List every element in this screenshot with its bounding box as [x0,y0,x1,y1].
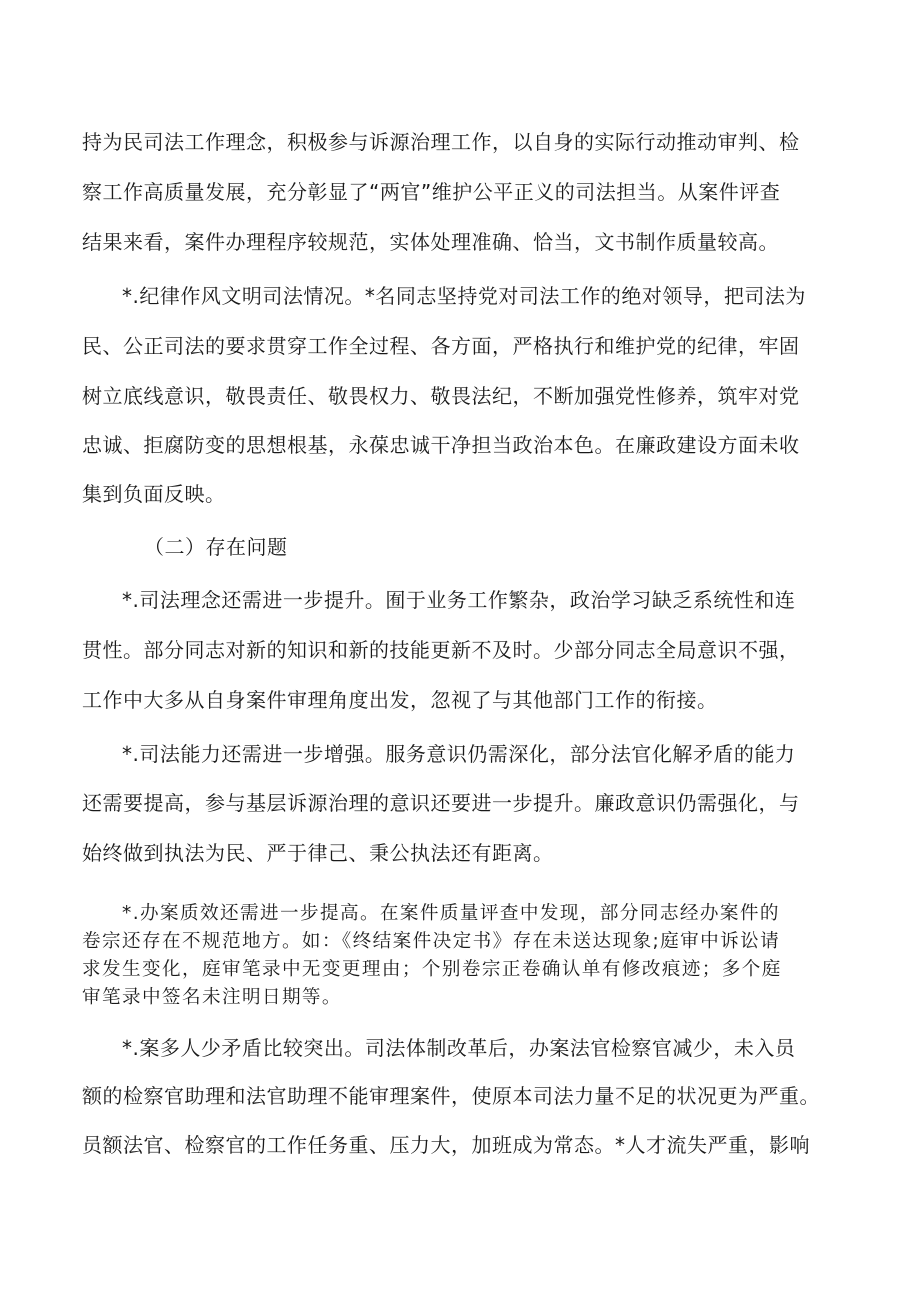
text-line: *.办案质效还需进一步提高。在案件质量评查中发现，部分同志经办案件的 [122,903,780,924]
text-line: *.司法理念还需进一步提升。囿于业务工作繁杂，政治学习缺乏系统性和连 [122,588,796,612]
text-line: 忠诚、拒腐防变的思想根基，永葆忠诚干净担当政治本色。在廉政建设方面未收 [82,433,800,457]
text-line: 集到负面反映。 [82,482,226,506]
text-line: 员额法官、检察官的工作任务重、压力大，加班成为常态。*人才流失严重，影响 [82,1133,810,1157]
text-line: 持为民司法工作理念，积极参与诉源治理工作，以自身的实际行动推动审判、检 [82,130,800,154]
text-line: 结果来看，案件办理程序较规范，实体处理准确、恰当，文书制作质量较高。 [82,230,779,254]
text-line: 求发生变化，庭审笔录中无变更理由；个别卷宗正卷确认单有修改痕迹；多个庭 [82,959,782,980]
text-line: 贯性。部分同志对新的知识和新的技能更新不及时。少部分同志全局意识不强， [82,638,800,662]
text-line: *.司法能力还需进一步增强。服务意识仍需深化，部分法官化解矛盾的能力 [122,742,796,766]
text-line: 额的检察官助理和法官助理不能审理案件，使原本司法力量不足的状况更为严重。 [82,1084,820,1108]
section-heading: （二）存在问题 [144,535,288,559]
text-line: 察工作高质量发展，充分彰显了“两官”维护公平正义的司法担当。从案件评查 [82,180,781,204]
text-line: 卷宗还存在不规范地方。如：《终结案件决定书》存在未送达现象;庭审中诉讼请 [82,931,781,952]
text-line: *.案多人少矛盾比较突出。司法体制改革后，办案法官检察官减少，未入员 [122,1036,796,1060]
text-line: 始终做到执法为民、严于律己、秉公执法还有距离。 [82,841,554,865]
text-line: 审笔录中签名未注明日期等。 [82,987,342,1008]
text-line: 树立底线意识，敬畏责任、敬畏权力、敬畏法纪，不断加强党性修养，筑牢对党 [82,384,800,408]
text-line: 工作中大多从自身案件审理角度出发，忽视了与其他部门工作的衔接。 [82,688,718,712]
text-line: *.纪律作风文明司法情况。*名同志坚持党对司法工作的绝对领导，把司法为 [122,284,806,308]
text-line: 民、公正司法的要求贯穿工作全过程、各方面，严格执行和维护党的纪律，牢固 [82,334,800,358]
text-line: 还需要提高，参与基层诉源治理的意识还要进一步提升。廉政意识仍需强化，与 [82,791,800,815]
